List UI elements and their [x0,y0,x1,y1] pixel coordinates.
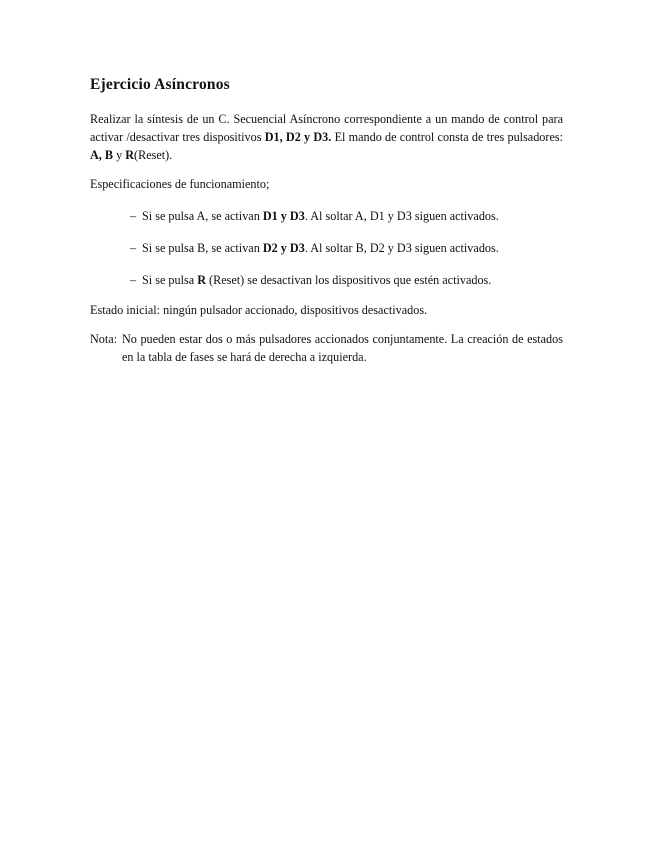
document-title: Ejercicio Asíncronos [90,76,230,93]
spec-text-2: . Al soltar A, D1 y D3 siguen activados. [304,209,499,223]
spec-item-b [130,239,563,257]
intro-paragraph [90,110,563,164]
document-page [90,76,563,366]
note-block [90,330,563,366]
intro-reset-bold: R [125,148,135,162]
spec-item-a [130,207,563,225]
spec-bold: D1 y D3 [262,209,305,223]
spec-item-text [142,207,499,225]
dash-bullet: – [130,209,137,223]
intro-devices-bold: D1, D2 y D3. [264,130,332,144]
spec-text-2: (Reset) se desactivan los dispositivos que estén activados. [206,273,492,287]
spec-text-1: Si se pulsa [142,273,198,287]
note-text: No pueden estar dos o más pulsadores accionados conjuntamente. La creación de estados en la tabla de fases se hará de derecha a izquierda. [122,332,563,364]
spec-bold: D2 y D3 [262,241,305,255]
dash-bullet: – [130,273,137,287]
specs-list [90,207,563,289]
specs-heading: Especificaciones de funcionamiento; [90,177,270,191]
intro-text-1: Realizar la síntesis de un C. Secuencial Asíncrono correspondiente a un mando de control para activar /desactivar tres dispositivos [90,112,563,144]
note-label: Nota: [90,332,118,346]
spec-item-text [142,271,491,289]
intro-text-4: (Reset). [134,148,173,162]
spec-item-r [130,271,563,289]
intro-text-2: El mando de control consta de tres pulsadores: [331,130,563,144]
spec-item-text [142,239,499,257]
spec-text-2: . Al soltar B, D2 y D3 siguen activados. [304,241,499,255]
spec-text-1: Si se pulsa B, se activan [142,241,263,255]
spec-text-1: Si se pulsa A, se activan [142,209,263,223]
intro-buttons-bold: A, B [90,148,114,162]
dash-bullet: – [130,241,137,255]
initial-state: Estado inicial: ningún pulsador accionado, dispositivos desactivados. [90,303,428,317]
spec-bold: R [197,273,206,287]
intro-text-3: y [113,148,126,162]
